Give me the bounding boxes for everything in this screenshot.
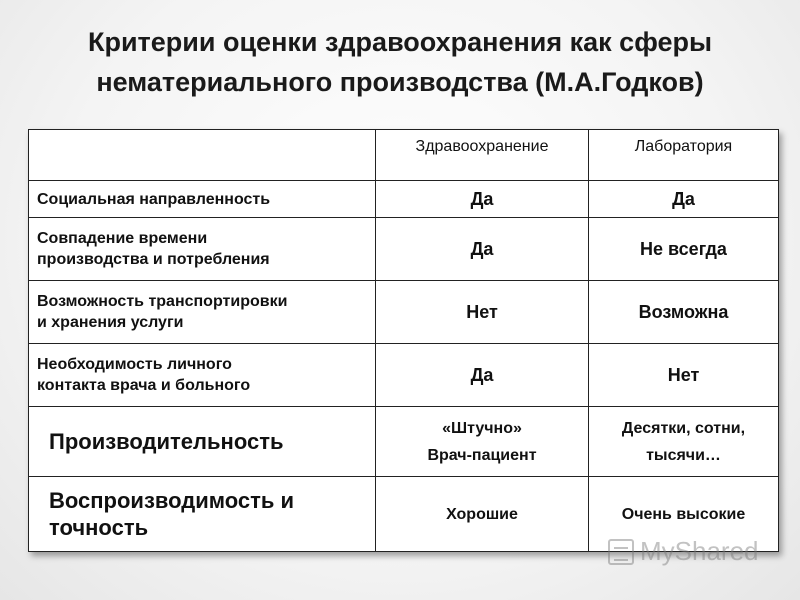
value-line: Очень высокие: [621, 505, 746, 523]
myshared-logo-icon: [608, 539, 634, 565]
value-line: тысячи…: [646, 446, 721, 464]
row-label-line: Совпадение времени: [37, 230, 208, 247]
row-label-line: Производительность: [49, 429, 284, 454]
laboratory-value: [589, 344, 779, 407]
watermark-text: MyShared: [640, 536, 759, 566]
row-label: [29, 344, 376, 407]
laboratory-value: [589, 281, 779, 344]
row-label: [29, 407, 376, 477]
header-empty-cell: [29, 130, 376, 181]
value-line: Нет: [667, 364, 700, 385]
value-line: Хорошие: [446, 505, 518, 523]
healthcare-value: [376, 477, 589, 552]
row-label-line: и хранения услуги: [37, 314, 184, 331]
row-label-line: Необходимость личного: [37, 356, 232, 373]
value-line: Да: [470, 238, 494, 259]
value-line: Не всегда: [640, 238, 727, 259]
row-label-line: точность: [49, 515, 149, 540]
value-line: Да: [470, 364, 494, 385]
row-label-line: контакта врача и больного: [37, 377, 251, 394]
title-line-2: нематериального производства (М.А.Годков): [96, 67, 704, 97]
row-label-line: Социальная направленность: [37, 190, 271, 208]
healthcare-value: [376, 281, 589, 344]
header-laboratory: Лаборатория: [589, 130, 779, 181]
laboratory-value: [589, 181, 779, 218]
value-line: «Штучно»: [442, 419, 522, 437]
laboratory-value: [589, 407, 779, 477]
healthcare-value: [376, 218, 589, 281]
value-line: Возможна: [638, 301, 729, 322]
row-label: [29, 181, 376, 218]
row-label-line: Возможность транспортировки: [37, 293, 288, 310]
criteria-table: [28, 129, 779, 552]
value-line: Да: [470, 188, 494, 209]
table-header-row: [29, 130, 779, 181]
title-line-1: Критерии оценки здравоохранения как сферы: [87, 27, 713, 57]
value-line: Десятки, сотни,: [621, 419, 746, 437]
row-label-line: Воспроизводимость и: [49, 488, 295, 513]
row-label-line: производства и потребления: [37, 251, 270, 268]
value-line: Нет: [466, 301, 498, 322]
value-line: Врач-пациент: [427, 446, 537, 464]
slide-title: [0, 22, 800, 102]
row-label: [29, 218, 376, 281]
row-label: [29, 477, 376, 552]
value-line: Да: [672, 188, 695, 209]
table-row: [29, 407, 779, 477]
header-healthcare: Здравоохранение: [376, 130, 589, 181]
table-row: [29, 181, 779, 218]
healthcare-value: [376, 407, 589, 477]
healthcare-value: [376, 344, 589, 407]
watermark: [608, 536, 759, 567]
row-label: [29, 281, 376, 344]
table-row: [29, 281, 779, 344]
healthcare-value: [376, 181, 589, 218]
laboratory-value: [589, 218, 779, 281]
table-row: [29, 218, 779, 281]
table-row: [29, 344, 779, 407]
